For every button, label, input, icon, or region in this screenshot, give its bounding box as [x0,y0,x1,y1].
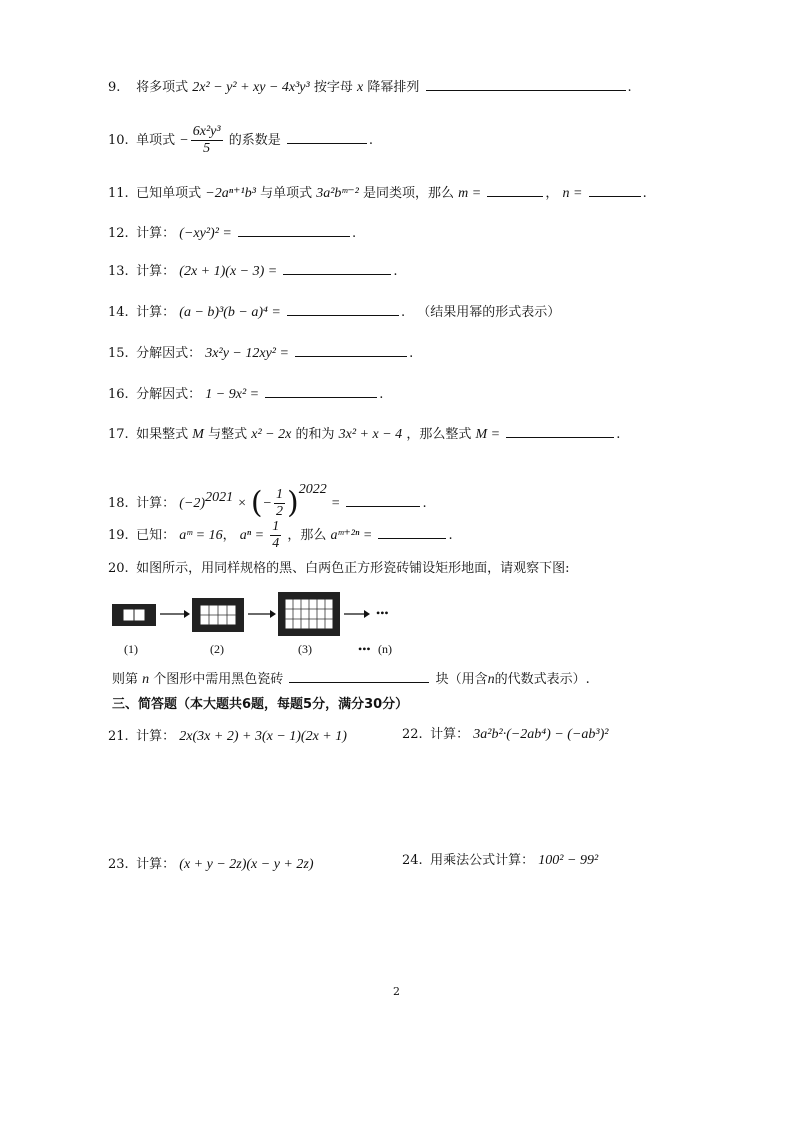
question-text: 如图所示，用同样规格的黑、白两色正方形瓷砖铺设矩形地面，请观察下图: [136,561,570,576]
expression: 3x²y − 12xy² = [205,346,289,361]
question-number: 21. [108,729,129,744]
fraction-numerator: 1 [275,487,283,502]
expression-1: x² − 2x [251,427,292,442]
question-12 [108,224,356,243]
question-text: ，那么 [287,528,327,543]
expression: 3a²b²·(−2ab⁴) − (−ab³)² [473,727,609,742]
period: . [642,186,647,201]
question-text: 的和为 [295,427,335,442]
answer-blank[interactable] [283,262,391,275]
answer-blank[interactable] [378,526,446,539]
question-number: 11. [108,186,129,201]
arrow-icon [160,610,190,618]
period: . [616,427,621,442]
variable-n: n [487,672,495,687]
answer-blank[interactable] [295,344,407,357]
question-20 [108,560,570,578]
question-number: 16. [108,387,129,402]
fraction-numerator: 6x²y³ [192,124,221,139]
question-text: 已知： [136,528,176,543]
answer-blank[interactable] [426,78,626,91]
question-number: 18. [108,496,129,511]
question-text: 如果整式 [136,427,189,442]
period: . [401,305,406,320]
period: . [422,496,427,511]
answer-blank[interactable] [287,303,399,316]
variable-n: n [142,672,150,687]
question-text: 计算： [136,729,176,744]
question-number: 17. [108,427,129,442]
question-number: 24. [402,853,423,868]
figure-3 [278,592,340,636]
condition-1: aᵐ = 16 [179,528,223,543]
question-text: 计算： [430,727,470,742]
question-note: （结果用幂的形式表示） [417,305,561,320]
variable: x [357,80,364,95]
period: . [368,133,374,148]
period: . [448,528,453,543]
answer-blank[interactable] [346,494,420,507]
question-21 [108,728,347,746]
condition-2: aⁿ = [239,528,265,543]
question-23 [108,856,314,874]
question-20-ask [112,670,590,689]
question-24 [402,852,598,870]
period: . [627,80,632,95]
question-text: ，那么整式 [406,427,472,442]
question-text: 的系数是 [228,133,281,148]
target-expression: aᵐ⁺²ⁿ = [330,528,373,543]
question-text: 计算： [136,857,176,872]
question-number: 10. [108,133,129,148]
question-11 [108,184,647,203]
exponent-1: 2021 [205,490,234,505]
question-16 [108,385,383,404]
continuation-dots: ••• [358,642,371,656]
question-number: 15. [108,346,129,361]
question-22 [402,726,608,744]
base-1: (−2) [179,496,206,511]
figure-2 [192,598,244,632]
expression-2: 3x² + x − 4 [338,427,403,442]
question-text: 与单项式 [260,186,313,201]
comma: ， [222,528,236,543]
figure-label-n: (n) [378,642,392,656]
expression: (2x + 1)(x − 3) = [179,264,278,279]
question-text: 计算： [136,264,176,279]
period: . [393,264,398,279]
answer-blank[interactable] [506,425,614,438]
comma: ， [545,186,559,201]
minus-sign: − [179,133,189,148]
question-text: 是同类项，那么 [363,186,455,201]
question-text: 计算： [136,496,176,511]
section-title-text: 三、简答题（本大题共6题，每题5分，满分30分） [112,697,409,712]
monomial-2: 3a²bᵐ⁻² [316,186,359,201]
question-number: 23. [108,857,129,872]
question-text: 将多项式 [136,80,189,95]
question-13 [108,262,398,281]
question-10 [108,124,373,157]
answer-blank-n[interactable] [589,184,641,197]
question-text: 已知单项式 [136,186,202,201]
fraction [274,487,285,520]
figure-label-1: (1) [124,642,138,656]
fraction-numerator: 1 [272,519,280,534]
m-label: m = [458,186,482,201]
answer-blank[interactable] [265,385,377,398]
arrow-icon [248,610,276,618]
question-number: 12. [108,226,129,241]
question-text: 单项式 [136,133,176,148]
times-sign: × [237,496,247,511]
fraction-denominator: 4 [272,536,280,551]
answer-blank[interactable] [289,670,429,683]
variable-m: M [192,427,204,442]
question-14 [108,303,560,322]
question-text: 计算： [136,226,176,241]
period: . [409,346,414,361]
fraction-denominator: 2 [275,504,283,519]
monomial-1: −2aⁿ⁺¹b³ [205,186,256,201]
question-17 [108,425,620,444]
period: . [379,387,384,402]
polynomial-expression: 2x² − y² + xy − 4x³y³ [192,80,310,95]
figure-label-3: (3) [298,642,312,656]
expression: 1 − 9x² = [205,387,260,402]
arrow-icon [344,610,370,618]
question-text: 的代数式表示）. [494,672,590,687]
fraction [270,519,281,552]
question-text: 则第 [112,672,139,687]
question-15 [108,344,413,363]
expression: 100² − 99² [538,853,599,868]
right-paren: ) [286,485,299,521]
minus-sign: − [262,496,272,511]
question-text: 按字母 [313,80,353,95]
question-number: 20. [108,561,129,576]
fraction [191,124,223,157]
answer-blank-m[interactable] [487,184,543,197]
question-18 [108,470,427,521]
expression: 2x(3x + 2) + 3(x − 1)(2x + 1) [179,729,347,744]
expression: (a − b)³(b − a)⁴ = [179,305,281,320]
question-text: 降幂排列 [367,80,420,95]
question-text: 计算： [136,305,176,320]
question-text: 分解因式： [136,387,202,402]
answer-blank[interactable] [238,224,350,237]
question-text: 个图形中需用黑色瓷砖 [153,672,284,687]
section-title [112,696,408,714]
question-text: 与整式 [208,427,248,442]
period: . [351,226,357,241]
question-19 [108,518,453,554]
figure-label-2: (2) [210,642,224,656]
variable-m-eq: M = [475,427,501,442]
question-text: 用乘法公式计算： [430,853,535,868]
question-text: 分解因式： [136,346,202,361]
page-number: 2 [393,985,400,998]
figure-1 [112,604,156,626]
question-number: 9. [108,80,121,95]
expression: (x + y − 2z)(x − y + 2z) [179,857,314,872]
question-9 [108,78,632,97]
question-number: 19. [108,528,129,543]
tile-pattern-figures [110,592,410,662]
equals-sign: = [330,496,341,511]
exponent-2: 2022 [298,482,327,497]
expression: (−xy²)² = [179,226,232,241]
question-number: 22. [402,727,423,742]
fraction-denominator: 5 [203,141,211,156]
question-number: 14. [108,305,129,320]
question-number: 13. [108,264,129,279]
continuation-dots: ••• [376,606,389,620]
answer-blank[interactable] [287,131,367,144]
n-label: n = [562,186,583,201]
question-text: 块（用含 [435,672,488,687]
left-paren: ( [250,485,263,521]
